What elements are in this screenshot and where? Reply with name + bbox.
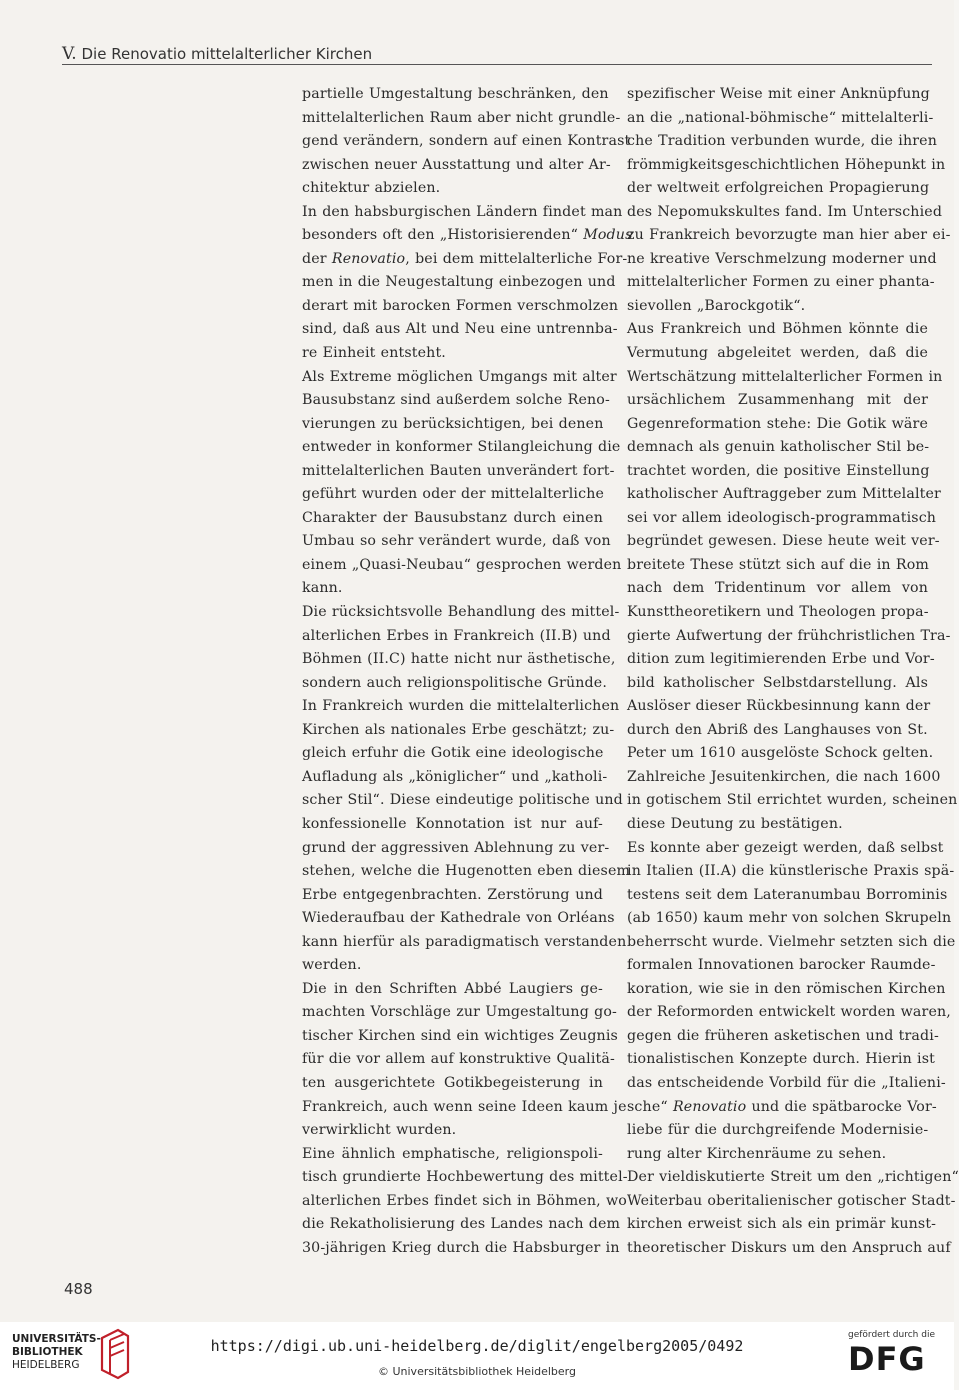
chapter-title: Die Renovatio mittelalterlicher Kirchen bbox=[81, 45, 373, 63]
italic-term: Renovatio bbox=[331, 250, 406, 267]
left-text-column bbox=[302, 83, 633, 1260]
dfg-logo[interactable]: DFG bbox=[848, 1340, 926, 1378]
right-column-line: gierte Aufwertung der frühchristlichen Tra- bbox=[627, 627, 951, 644]
left-column-line: gleich erfuhr die Gotik eine ideologische bbox=[302, 745, 604, 762]
library-name-line1: UNIVERSITÄTS- bbox=[12, 1333, 101, 1345]
left-column-line: Böhmen (II.C) hatte nicht nur ästhetische, bbox=[302, 651, 616, 668]
left-column-line: Die rücksichtsvolle Behandlung des mittel- bbox=[302, 604, 620, 621]
right-column-line: der weltweit erfolgreichen Propagierung bbox=[627, 180, 930, 197]
left-column-line bbox=[302, 248, 628, 272]
left-column-line: mittelalterlichen Bauten unverändert fort- bbox=[302, 462, 615, 479]
right-column-line: in gotischem Stil errichtet wurden, scheinen bbox=[627, 792, 958, 809]
library-name-line2: BIBLIOTHEK bbox=[12, 1346, 83, 1358]
right-column-line: rung alter Kirchenräume zu sehen. bbox=[627, 1145, 887, 1162]
right-column-line: liebe für die durchgreifende Modernisie- bbox=[627, 1122, 929, 1139]
left-column-line: geführt wurden oder der mittelalterliche bbox=[302, 486, 605, 503]
page-number: 488 bbox=[64, 1280, 93, 1298]
right-column-line: das entscheidende Vorbild für die „Italieni- bbox=[627, 1074, 946, 1091]
italic-term: Renovatio bbox=[672, 1098, 747, 1115]
left-column-line: kann. bbox=[302, 580, 343, 597]
left-column-line: Wiederaufbau der Kathedrale von Orléans bbox=[302, 910, 615, 927]
right-column-line: begründet gewesen. Diese heute weit ver- bbox=[627, 533, 940, 550]
left-column-line: men in die Neugestaltung einbezogen und bbox=[302, 274, 616, 291]
right-column-line: frömmigkeitsgeschichtlichen Höhepunkt in bbox=[627, 156, 946, 173]
right-column-line: Wertschätzung mittelalterlicher Formen in bbox=[627, 368, 943, 385]
left-column-line: alterlichen Erbes findet sich in Böhmen, wo bbox=[302, 1192, 627, 1209]
right-column-line: formalen Innovationen barocker Raumde- bbox=[627, 957, 936, 974]
left-column-line bbox=[302, 224, 633, 248]
right-column-line: spezifischer Weise mit einer Anknüpfung bbox=[627, 86, 930, 102]
right-column-line: trachtet worden, die positive Einstellung bbox=[627, 462, 930, 479]
permalink-url[interactable]: https://digi.ub.uni-heidelberg.de/diglit/engelberg2005/0492 bbox=[210, 1337, 744, 1355]
right-column-line: Aus Frankreich und Böhmen könnte die bbox=[627, 321, 928, 338]
right-column-line: Auslöser dieser Rückbesinnung kann der bbox=[627, 698, 931, 715]
right-column-line: che Tradition verbunden wurde, die ihren bbox=[627, 133, 937, 150]
text-run: sche“ bbox=[627, 1098, 673, 1115]
left-column-line: die Rekatholisierung des Landes nach dem bbox=[302, 1216, 621, 1233]
left-column-line: grund der aggressiven Ablehnung zu ver- bbox=[302, 839, 610, 856]
left-column-line: einem „Quasi-Neubau“ gesprochen werden bbox=[302, 556, 622, 573]
left-column-line: partielle Umgestaltung beschränken, den bbox=[302, 86, 609, 102]
right-column-line: ne kreative Verschmelzung moderner und bbox=[627, 250, 937, 267]
left-column-line: werden. bbox=[302, 957, 362, 974]
right-column-line: tionalistischen Konzepte durch. Hierin ist bbox=[627, 1051, 936, 1068]
right-column-line: des Nepomukskultes fand. Im Unterschied bbox=[627, 203, 943, 220]
left-column-line: Bausubstanz sind außerdem solche Reno- bbox=[302, 392, 610, 409]
right-column-line: ursächlichem Zusammenhang mit der bbox=[627, 392, 928, 409]
right-column-line: nach dem Tridentinum vor allem von bbox=[627, 580, 928, 597]
left-column-line: tischer Kirchen sind ein wichtiges Zeugnis bbox=[302, 1027, 618, 1044]
left-column-line: machten Vorschläge zur Umgestaltung go- bbox=[302, 1004, 617, 1021]
left-column-line: In den habsburgischen Ländern findet man bbox=[302, 203, 623, 220]
right-column-line: durch den Abriß des Langhauses von St. bbox=[627, 721, 928, 738]
left-column-line: Als Extreme möglichen Umgangs mit alter bbox=[302, 368, 617, 385]
right-column-line: Vermutung abgeleitet werden, daß die bbox=[627, 345, 928, 362]
right-column-line: dition zum legitimierenden Erbe und Vor- bbox=[627, 651, 935, 668]
left-column-line: zwischen neuer Ausstattung und alter Ar- bbox=[302, 156, 611, 173]
right-column-line: zu Frankreich bevorzugte man hier aber ei- bbox=[627, 227, 951, 244]
left-column-line: vierungen zu berücksichtigen, bei denen bbox=[302, 415, 604, 432]
right-column-line: sievollen „Barockgotik“. bbox=[627, 297, 806, 314]
text-run: besonders oft den „Historisierenden“ bbox=[302, 227, 584, 244]
right-column-line: Weiterbau oberitalienischer gotischer Stadt- bbox=[627, 1192, 956, 1209]
left-column-line: entweder in konformer Stilangleichung die bbox=[302, 439, 621, 456]
left-column-line: gend verändern, sondern auf einen Kontrast bbox=[302, 133, 631, 150]
right-column-line: Es konnte aber gezeigt werden, daß selbst bbox=[627, 839, 944, 856]
right-column-line: gegen die früheren asketischen und tradi- bbox=[627, 1027, 939, 1044]
left-column-line: Charakter der Bausubstanz durch einen bbox=[302, 509, 603, 526]
left-column-line: In Frankreich wurden die mittelalterlichen bbox=[302, 698, 620, 715]
left-column-line: Kirchen als nationales Erbe geschätzt; zu- bbox=[302, 721, 615, 738]
right-column-line: an die „national-böhmische“ mittelalterli- bbox=[627, 109, 934, 126]
left-column-line: Aufladung als „königlicher“ und „katholi- bbox=[302, 768, 608, 785]
right-column-line: diese Deutung zu bestätigen. bbox=[627, 815, 843, 832]
left-column-line: verwirklicht wurden. bbox=[302, 1122, 457, 1139]
copyright-notice: © Universitätsbibliothek Heidelberg bbox=[377, 1365, 576, 1378]
funder-label: gefördert durch die bbox=[848, 1330, 935, 1340]
right-column-line: testens seit dem Lateranumbau Borrominis bbox=[627, 886, 948, 903]
italic-term: Modus bbox=[583, 227, 633, 244]
right-text-column bbox=[627, 83, 959, 1260]
left-column-line: sind, daß aus Alt und Neu eine untrennba- bbox=[302, 321, 618, 338]
right-column-line: demnach als genuin katholischer Stil be- bbox=[627, 439, 930, 456]
right-column-line: kirchen erweist sich als ein primär kunst- bbox=[627, 1216, 937, 1233]
text-run: und die spätbarocke Vor- bbox=[746, 1098, 937, 1115]
right-column-line: sei vor allem ideologisch-programmatisch bbox=[627, 509, 937, 526]
right-column-line: katholischer Auftraggeber zum Mittelalter bbox=[627, 486, 941, 503]
left-column-line: für die vor allem auf konstruktive Qualitä- bbox=[302, 1051, 615, 1068]
left-column-line: Eine ähnlich emphatische, religionspoli- bbox=[302, 1145, 603, 1162]
right-column-line: beherrscht wurde. Vielmehr setzten sich die bbox=[627, 933, 956, 950]
running-header bbox=[62, 44, 930, 64]
right-column-line: Der vieldiskutierte Streit um den „richtigen“ bbox=[627, 1169, 959, 1186]
text-run: der bbox=[302, 250, 332, 267]
header-rule bbox=[62, 64, 932, 65]
chapter-number: V. bbox=[62, 44, 77, 64]
left-column-line: kann hierfür als paradigmatisch verstanden bbox=[302, 933, 627, 950]
right-column-line: Kunsttheoretikern und Theologen propa- bbox=[627, 604, 929, 621]
left-column-line: 30-jährigen Krieg durch die Habsburger in bbox=[302, 1239, 620, 1256]
left-column-line: Die in den Schriften Abbé Laugiers ge- bbox=[302, 980, 603, 997]
left-column-line: sondern auch religionspolitische Gründe. bbox=[302, 674, 607, 691]
right-column-line bbox=[627, 1096, 937, 1120]
left-column-line: derart mit barocken Formen verschmolzen bbox=[302, 297, 619, 314]
left-column-line: ten ausgerichtete Gotikbegeisterung in bbox=[302, 1074, 603, 1091]
left-column-line: konfessionelle Konnotation ist nur auf- bbox=[302, 815, 603, 832]
left-column-line: Umbau so sehr verändert wurde, daß von bbox=[302, 533, 611, 550]
right-column-line: breitete These stützt sich auf die in Rom bbox=[627, 556, 929, 573]
library-name-line3: HEIDELBERG bbox=[12, 1359, 80, 1371]
left-column-line: re Einheit entsteht. bbox=[302, 345, 446, 362]
right-column-line: Gegenreformation stehe: Die Gotik wäre bbox=[627, 415, 928, 432]
right-column-line: Peter um 1610 ausgelöste Schock gelten. bbox=[627, 745, 934, 762]
text-run: , bei dem mittelalterliche For- bbox=[405, 250, 628, 267]
right-column-line: Zahlreiche Jesuitenkirchen, die nach 1600 bbox=[627, 768, 941, 785]
viewer-footer bbox=[0, 1322, 954, 1390]
left-column-line: stehen, welche die Hugenotten eben diesem bbox=[302, 863, 631, 880]
left-column-line: scher Stil“. Diese eindeutige politische und bbox=[302, 792, 623, 809]
left-column-line: tisch grundierte Hochbewertung des mittel- bbox=[302, 1169, 628, 1186]
right-column-line: theoretischer Diskurs um den Anspruch auf bbox=[627, 1239, 951, 1256]
right-column-line: (ab 1650) kaum mehr von solchen Skrupeln bbox=[627, 910, 952, 927]
right-column-line: mittelalterlicher Formen zu einer phanta- bbox=[627, 274, 935, 291]
right-column-line: in Italien (II.A) die künstlerische Praxis spä- bbox=[627, 863, 955, 880]
right-column-line: der Reformorden entwickelt worden waren, bbox=[627, 1004, 951, 1021]
left-column-line: mittelalterlichen Raum aber nicht grundle- bbox=[302, 109, 621, 126]
left-column-line: Erbe entgegenbrachten. Zerstörung und bbox=[302, 886, 603, 903]
right-column-line: koration, wie sie in den römischen Kirchen bbox=[627, 980, 946, 997]
left-column-line: Frankreich, auch wenn seine Ideen kaum je bbox=[302, 1098, 627, 1115]
right-column-line: bild katholischer Selbstdarstellung. Als bbox=[627, 674, 928, 691]
left-column-line: chitektur abzielen. bbox=[302, 180, 441, 197]
left-column-line: alterlichen Erbes in Frankreich (II.B) und bbox=[302, 627, 611, 644]
